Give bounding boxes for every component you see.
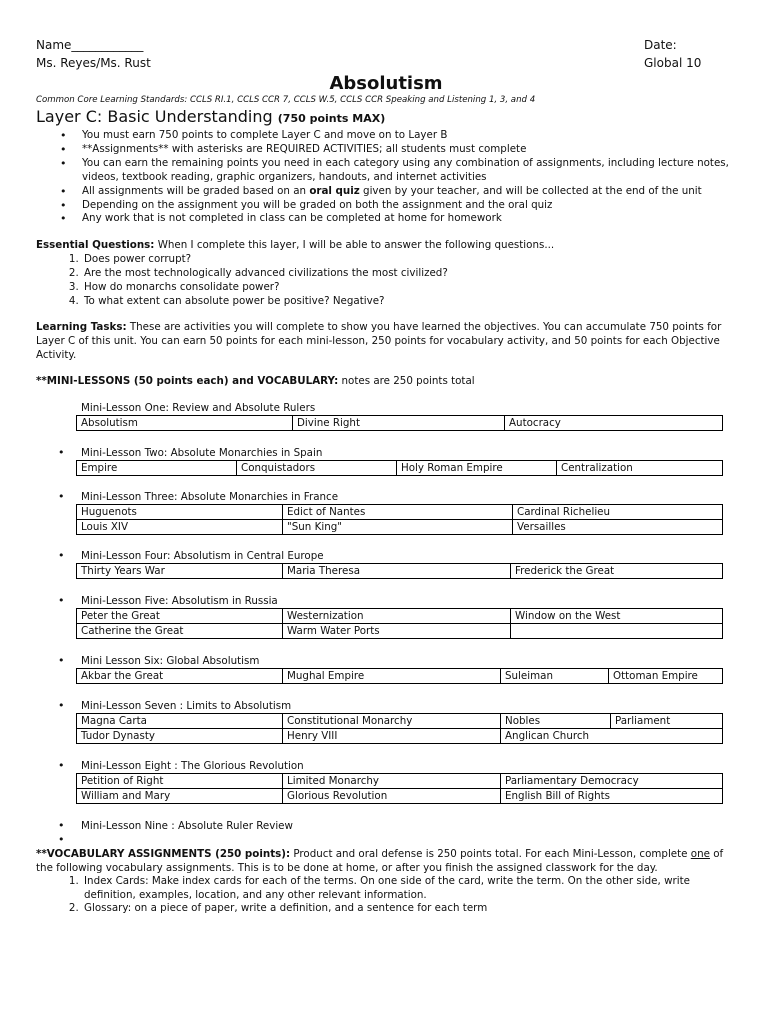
vocab-term: Ottoman Empire bbox=[609, 669, 723, 684]
list-item: • Depending on the assignment you will be graded on both the assignment and the oral quiz bbox=[82, 199, 736, 213]
vocab-term: "Sun King" bbox=[283, 520, 513, 535]
table-row bbox=[77, 520, 723, 535]
vocab-term: Peter the Great bbox=[77, 609, 283, 624]
vocab-term: Glorious Revolution bbox=[283, 789, 501, 804]
rule-text: All assignments will be graded based on an bbox=[82, 184, 310, 197]
vocab-term: Louis XIV bbox=[77, 520, 283, 535]
learning-tasks bbox=[36, 320, 736, 362]
minilessons-text: notes are 250 points total bbox=[338, 375, 475, 388]
vocab-text: Product and oral defense is 250 points total. For each Mini-Lesson, complete bbox=[290, 848, 691, 861]
mini-lesson-title: Mini-Lesson Two: Absolute Monarchies in Spain bbox=[81, 447, 323, 460]
page-title: Absolutism bbox=[329, 73, 443, 94]
vocab-term: Thirty Years War bbox=[77, 564, 283, 579]
mini-lesson-8 bbox=[58, 759, 721, 804]
vocab-term: Divine Right bbox=[293, 416, 505, 431]
vocab-term: Nobles bbox=[501, 714, 611, 729]
learning-tasks-label: Learning Tasks: bbox=[36, 321, 127, 334]
teachers-label: Ms. Reyes/Ms. Rust bbox=[36, 56, 151, 70]
list-item: 1. Index Cards: Make index cards for each of the terms. On one side of the card, write the term. On the other side, write definition, examples, location, and any other relevant information. bbox=[82, 875, 736, 902]
learning-tasks-text: These are activities you will complete to show you have learned the objectives. You can accumulate 750 points for Layer C of this unit. You can earn 50 points for each mini-lesson, 250 points for vocabulary activity, and 50 points for each Objective Activity. bbox=[36, 321, 722, 362]
bullet-icon: • bbox=[58, 654, 65, 668]
vocab-term: Huguenots bbox=[77, 505, 283, 520]
rules-list bbox=[36, 129, 736, 226]
vocab-term: Frederick the Great bbox=[511, 564, 723, 579]
rule-text: given by your teacher, and will be collected at the end of the unit bbox=[359, 184, 702, 197]
vocab-term: Magna Carta bbox=[77, 714, 283, 729]
bullet-icon: • bbox=[58, 549, 65, 563]
vocab-term: Cardinal Richelieu bbox=[513, 505, 723, 520]
bullet-icon: • bbox=[58, 490, 65, 504]
vocab-term bbox=[511, 624, 723, 639]
mini-lesson-4 bbox=[58, 549, 721, 579]
table-row bbox=[77, 461, 723, 476]
vocab-label: **VOCABULARY ASSIGNMENTS (250 points): bbox=[36, 848, 291, 861]
vocab-term: Akbar the Great bbox=[77, 669, 283, 684]
essential-intro-text: When I complete this layer, I will be able to answer the following questions... bbox=[154, 239, 555, 252]
vocab-term: Petition of Right bbox=[77, 774, 283, 789]
vocab-table bbox=[76, 460, 723, 476]
list-item: • You can earn the remaining points you need in each category using any combination of assignments, including lecture notes, videos, textbook reading, graphic organizers, handouts, and internet activities bbox=[82, 157, 736, 185]
vocab-text: of the following vocabulary assignments. This is to be done at home, or after you finish the assigned classwork for the day. bbox=[36, 848, 724, 875]
list-item: • Any work that is not completed in class can be completed at home for homework bbox=[82, 212, 736, 226]
vocab-term: Holy Roman Empire bbox=[397, 461, 557, 476]
mini-lesson-1 bbox=[81, 401, 721, 431]
list-item: 2. Are the most technologically advanced civilizations the most civilized? bbox=[82, 266, 736, 280]
table-row bbox=[77, 729, 723, 744]
course-label: Global 10 bbox=[644, 56, 702, 70]
table-row bbox=[77, 609, 723, 624]
vocab-table bbox=[76, 563, 723, 579]
vocab-term: Limited Monarchy bbox=[283, 774, 501, 789]
worksheet-page bbox=[36, 36, 736, 916]
layer-points: (750 points MAX) bbox=[277, 112, 386, 125]
vocab-table bbox=[76, 415, 723, 431]
vocab-table bbox=[76, 773, 723, 804]
table-row bbox=[77, 714, 723, 729]
bullet-icon: • bbox=[58, 699, 65, 713]
table-row bbox=[77, 624, 723, 639]
table-row bbox=[77, 505, 723, 520]
essential-questions-intro bbox=[36, 238, 736, 252]
vocab-term: Catherine the Great bbox=[77, 624, 283, 639]
vocab-table bbox=[76, 608, 723, 639]
vocab-emphasis: one bbox=[690, 848, 710, 861]
mini-lesson-title: Mini-Lesson Three: Absolute Monarchies in France bbox=[81, 491, 339, 504]
vocab-term: Constitutional Monarchy bbox=[283, 714, 501, 729]
minilessons-label: **MINI-LESSONS (50 points each) and VOCABULARY: bbox=[36, 375, 339, 388]
header-row-1 bbox=[36, 36, 736, 54]
table-row bbox=[77, 416, 723, 431]
list-item: • You must earn 750 points to complete Layer C and move on to Layer B bbox=[82, 129, 736, 143]
vocab-term: Warm Water Ports bbox=[283, 624, 511, 639]
list-item: 1. Does power corrupt? bbox=[82, 252, 736, 266]
vocab-term: Anglican Church bbox=[501, 729, 723, 744]
mini-lesson-2 bbox=[58, 446, 721, 476]
list-item: 4. To what extent can absolute power be positive? Negative? bbox=[82, 294, 736, 308]
vocab-term: Westernization bbox=[283, 609, 511, 624]
vocab-term: William and Mary bbox=[77, 789, 283, 804]
vocab-term: Maria Theresa bbox=[283, 564, 511, 579]
essential-label: Essential Questions: bbox=[36, 239, 155, 252]
vocab-assignments bbox=[36, 847, 736, 875]
vocab-term: Mughal Empire bbox=[283, 669, 501, 684]
bullet-icon: • bbox=[58, 594, 65, 608]
bullet-icon: • bbox=[58, 446, 65, 460]
vocab-term: Centralization bbox=[557, 461, 723, 476]
empty-bullet-icon: • bbox=[58, 833, 65, 847]
vocab-term: Versailles bbox=[513, 520, 723, 535]
vocab-term: Autocracy bbox=[505, 416, 723, 431]
vocab-term: Empire bbox=[77, 461, 237, 476]
table-row bbox=[77, 564, 723, 579]
mini-lesson-3 bbox=[58, 490, 721, 535]
bullet-icon: • bbox=[58, 759, 65, 773]
list-item: 2. Glossary: on a piece of paper, write a definition, and a sentence for each term bbox=[82, 902, 736, 916]
vocab-term: Parliamentary Democracy bbox=[501, 774, 723, 789]
table-row bbox=[77, 669, 723, 684]
vocab-term: Tudor Dynasty bbox=[77, 729, 283, 744]
vocab-options-list bbox=[36, 875, 736, 916]
table-row bbox=[77, 789, 723, 804]
oral-quiz-emphasis: oral quiz bbox=[309, 184, 360, 197]
vocab-term: Conquistadors bbox=[237, 461, 397, 476]
mini-lesson-title: Mini Lesson Six: Global Absolutism bbox=[81, 655, 260, 668]
vocab-table bbox=[76, 504, 723, 535]
mini-lesson-title: Mini-Lesson Five: Absolutism in Russia bbox=[81, 595, 278, 608]
mini-lesson-5 bbox=[58, 594, 721, 639]
mini-lesson-9 bbox=[58, 819, 721, 833]
mini-lesson-title: Mini-Lesson Seven : Limits to Absolutism bbox=[81, 700, 292, 713]
vocab-term: Absolutism bbox=[77, 416, 293, 431]
bullet-icon: • bbox=[58, 819, 65, 833]
list-item: 3. How do monarchs consolidate power? bbox=[82, 280, 736, 294]
layer-heading bbox=[36, 107, 736, 129]
mini-lesson-7 bbox=[58, 699, 721, 744]
standards-line: Common Core Learning Standards: CCLS RI.1, CCLS CCR 7, CCLS W.5, CCLS CCR Speaking and Listening 1, 3, and 4 bbox=[36, 95, 536, 105]
list-item bbox=[82, 185, 736, 199]
vocab-term: Parliament bbox=[611, 714, 723, 729]
vocab-term: Henry VIII bbox=[283, 729, 501, 744]
mini-lesson-title: Mini-Lesson Four: Absolutism in Central Europe bbox=[81, 550, 324, 563]
header-row-2 bbox=[36, 54, 736, 72]
essential-questions-list bbox=[36, 252, 736, 308]
mini-lesson-title: Mini-Lesson Eight : The Glorious Revolution bbox=[81, 760, 304, 773]
vocab-term: Window on the West bbox=[511, 609, 723, 624]
vocab-table bbox=[76, 668, 723, 684]
mini-lesson-title: Mini-Lesson Nine : Absolute Ruler Review bbox=[81, 820, 293, 833]
vocab-term: Suleiman bbox=[501, 669, 609, 684]
vocab-term: English Bill of Rights bbox=[501, 789, 723, 804]
date-field-label: Date: bbox=[644, 38, 677, 52]
name-field-label: Name____________ bbox=[36, 38, 144, 52]
table-row bbox=[77, 774, 723, 789]
list-item: • **Assignments** with asterisks are REQUIRED ACTIVITIES; all students must complete bbox=[82, 143, 736, 157]
vocab-term: Edict of Nantes bbox=[283, 505, 513, 520]
layer-heading-text: Layer C: Basic Understanding bbox=[36, 107, 273, 126]
mini-lesson-6 bbox=[58, 654, 721, 684]
mini-lesson-title: Mini-Lesson One: Review and Absolute Rulers bbox=[81, 402, 316, 415]
minilessons-header bbox=[36, 374, 736, 388]
vocab-table bbox=[76, 713, 723, 744]
